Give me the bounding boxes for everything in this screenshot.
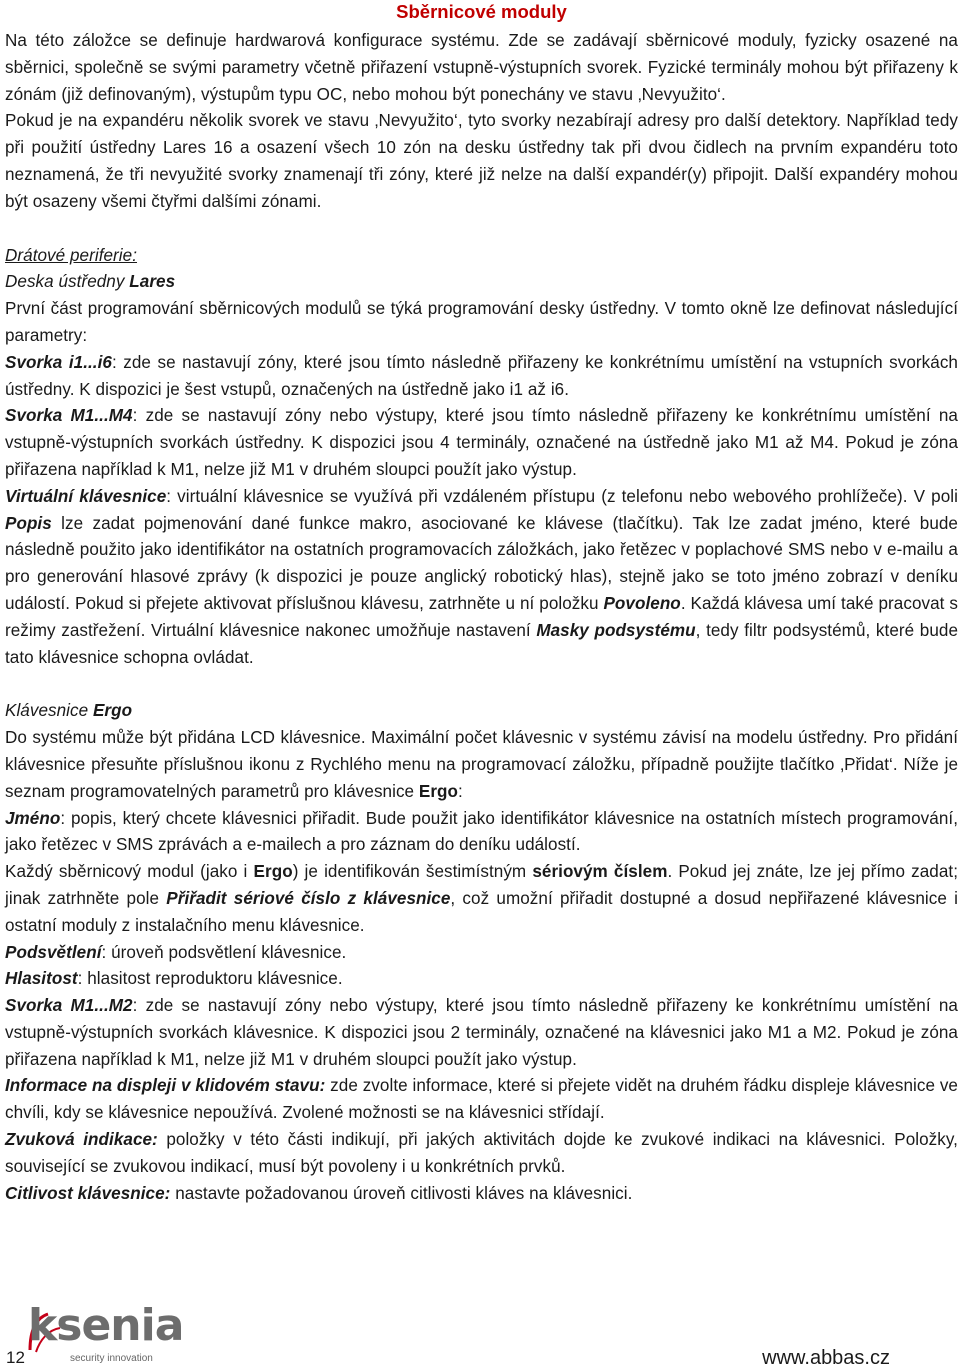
field-name: Povoleno	[603, 593, 681, 613]
param-text: položky v této části indikují, při jakých aktivitách dojde ke zvukové indikaci na klávesnici. Položky, související se zvukovou indikací, musí být povoleny i u konkrétních prvků.	[5, 1130, 958, 1176]
param-label: Virtuální klávesnice	[5, 486, 167, 506]
param-text: Každý sběrnicový modul (jako i	[5, 862, 254, 882]
ergo-heading-prefix: Klávesnice	[5, 701, 93, 721]
param-text: nastavte požadovanou úroveň citlivosti kláves na klávesnici.	[170, 1183, 633, 1203]
page-footer	[0, 1300, 960, 1370]
wired-heading-text: Drátové periferie:	[5, 245, 138, 265]
ergo-heading	[5, 698, 958, 725]
param-idle-display	[5, 1073, 958, 1127]
param-text: :	[458, 781, 463, 801]
param-text: : zde se nastavují zóny, které jsou tímto následně přiřazeny ke konkrétnímu umístění na vstupních svorkách ústředny. K dispozici je šest vstupů, označených na ústředně jako i1 až i6.	[5, 352, 958, 399]
serial-term: sériovým číslem	[532, 862, 668, 882]
product-name: Ergo	[253, 862, 293, 882]
param-label: Podsvětlení	[5, 942, 102, 962]
board-heading	[5, 269, 958, 296]
param-label: Zvuková indikace:	[5, 1130, 158, 1150]
param-sound	[5, 1127, 958, 1181]
board-heading-name: Lares	[129, 272, 176, 292]
param-text: : popis, který chcete klávesnici přiřadit. Bude použit jako identifikátor klávesnice na ostatních místech programování, jako řetězec v SMS zprávách a e-mailech a pro záznam do deníku událostí.	[5, 808, 958, 855]
param-ergo-mterm	[5, 993, 958, 1073]
intro-paragraph-2: Pokud je na expandéru několik svorek ve stavu ‚Nevyužito‘, tyto svorky nezabírají adresy pro další detektory. Například tedy při použití ústředny Lares 16 a osazení všech 10 zón na desku ústředny tak při dvou čidlech na prvním expandéru toto neznamená, že tři nevyužité svorky znamenají tři zóny, které již nelze na další expandér(y) připojit. Další expandéry mohou být osazeny všemi čtyřmi dalšími zónami.	[5, 111, 958, 211]
param-label: Svorka M1...M4	[5, 406, 133, 426]
param-backlight	[5, 940, 958, 967]
wired-heading	[5, 243, 958, 270]
spacer	[5, 671, 958, 698]
ksenia-logo	[26, 1300, 184, 1370]
param-text: . Každá klávesa umí také pracovat s režimy zastřežení. Virtuální klávesnice nakonec umožňuje nastavení	[5, 593, 958, 640]
param-label: Svorka M1...M2	[5, 996, 133, 1016]
param-text: zde zvolte informace, které si přejete vidět na druhém řádku displeje klávesnice ve chvíli, kdy se klávesnice nepoužívá. Zvolené možnosti se na klávesnici střídají.	[5, 1076, 958, 1123]
spacer	[5, 216, 958, 243]
board-heading-prefix: Deska ústředny	[5, 272, 130, 292]
param-text: . Pokud jej znáte, lze jej přímo zadat; jinak zatrhněte pole	[5, 862, 958, 908]
param-label: Informace na displeji v klidovém stavu:	[5, 1076, 326, 1096]
page-title: Sběrnicové moduly	[396, 1, 567, 22]
param-mterm	[5, 403, 958, 483]
ergo-intro	[5, 725, 958, 805]
param-label: Jméno	[5, 808, 61, 828]
logo-wordmark: ksenia	[28, 1300, 184, 1351]
param-text: : úroveň podsvětlení klávesnice.	[101, 942, 347, 962]
param-name	[5, 806, 958, 860]
param-label: Svorka i1...i6	[5, 352, 112, 372]
website-link[interactable]: www.abbas.cz	[762, 1347, 890, 1369]
field-name: Přiřadit sériové číslo z klávesnice	[166, 888, 451, 908]
product-name: Ergo	[418, 781, 459, 801]
param-inputs	[5, 350, 958, 404]
intro-paragraph: Na této záložce se definuje hardwarová konfigurace systému. Zde se zadávají sběrnicové moduly, fyzicky osazené na sběrnici, společně se svými parametry včetně přiřazení vstupně-výstupních svorek. Fyzické terminály mohou být přiřazeny k zónám (již definovaným), výstupům typu OC, nebo mohou být ponechány ve stavu ‚Nevyužito‘.	[5, 31, 958, 104]
param-text: : zde se nastavují zóny nebo výstupy, které jsou tímto následně přiřazeny ke konkrétnímu umístění na vstupně-výstupních svorkách klávesnice. K dispozici jsou 2 terminály, označené na klávesnici jako M1 a M2. Pokud je zóna přiřazena například k M1, nelze již M1 v druhém sloupci použít jako výstup.	[5, 996, 958, 1069]
document-page	[5, 0, 958, 1207]
param-volume	[5, 966, 958, 993]
param-text: , tedy filtr podsystémů, které bude tato klávesnice schopna ovládat.	[5, 620, 959, 667]
logo-tagline: security innovation	[70, 1353, 153, 1364]
param-text: : hlasitost reproduktoru klávesnice.	[77, 969, 343, 989]
field-name: Masky podsystému	[536, 620, 696, 640]
param-text: Do systému může být přidána LCD klávesnice. Maximální počet klávesnic v systému závisí na modelu ústředny. Pro přidání klávesnice přesuňte příslušnou ikonu z Rychlého menu na programovací záložku, případně použijte tlačítko ‚Přidat‘. Níže je seznam programovatelných parametrů pro klávesnice	[5, 728, 958, 801]
serial-paragraph	[5, 859, 958, 939]
param-virtual-keypad	[5, 484, 958, 672]
param-text: : virtuální klávesnice se využívá při vzdáleném přístupu (z telefonu nebo webového prohlížeče). V poli	[166, 486, 958, 506]
ergo-heading-name: Ergo	[92, 701, 133, 721]
param-label: Citlivost klávesnice:	[5, 1183, 171, 1203]
page-number: 12	[6, 1348, 25, 1367]
param-text: ) je identifikován šestimístným	[292, 862, 533, 882]
param-label: Hlasitost	[5, 969, 78, 989]
param-sensitivity	[5, 1181, 958, 1208]
field-name: Popis	[5, 513, 52, 533]
param-text: lze zadat pojmenování dané funkce makro, asociované ke klávese (tlačítku). Tak lze zadat jméno, které bude následně použito jako identifikátor na ostatních programovacích záložkách, jako řetězec v poplachové SMS nebo v e-mailu a pro generování hlasové zprávy (k dispozici je pouze anglický robotický hlas), stejně jako se toto jméno zobrazí v deníku událostí. Pokud si přejete aktivovat příslušnou klávesu, zatrhněte u ní položku	[5, 513, 958, 613]
param-text: : zde se nastavují zóny nebo výstupy, které jsou tímto následně přiřazeny ke konkrétnímu umístění na vstupně-výstupních svorkách ústředny. K dispozici jsou 4 terminály, označené na ústředně jako M1 až M4. Pokud je zóna přiřazena například k M1, nelze již M1 v druhém sloupci použít jako výstup.	[5, 406, 958, 479]
board-intro: První část programování sběrnicových modulů se týká programování desky ústředny. V tomto okně lze definovat následující parametry:	[5, 299, 958, 345]
param-text: , což umožní přiřadit dostupné a dosud nepřiřazené klávesnice i ostatní moduly z instalačního menu klávesnice.	[5, 888, 958, 935]
